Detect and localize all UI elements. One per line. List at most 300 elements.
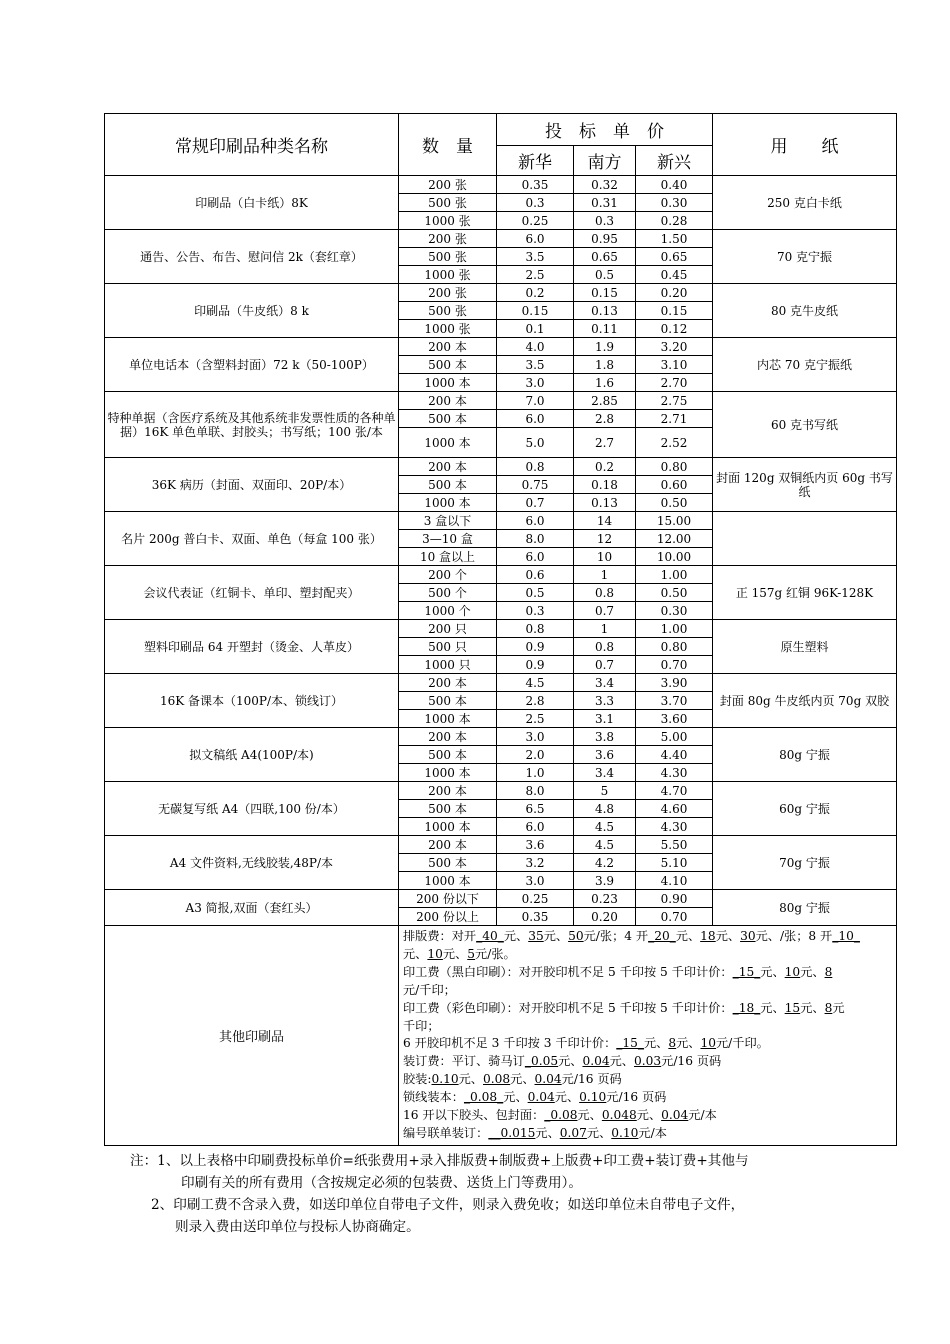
price-value: _0.08 xyxy=(544,1108,578,1123)
quantity-cell: 200 张 xyxy=(399,284,497,302)
pricing-text: 元、 xyxy=(636,1108,662,1123)
price-value: 8 xyxy=(668,1036,677,1051)
price-nanfang: 10 xyxy=(574,548,636,566)
price-nanfang: 3.4 xyxy=(574,674,636,692)
quantity-cell: 200 本 xyxy=(399,836,497,854)
price-nanfang: 0.7 xyxy=(574,602,636,620)
pricing-text: 元、 xyxy=(403,946,428,961)
table-row xyxy=(105,176,897,194)
quantity-cell: 3 盒以下 xyxy=(399,512,497,530)
price-xinxing: 3.20 xyxy=(636,338,713,356)
price-xinhua: 3.0 xyxy=(497,728,574,746)
price-xinhua: 3.2 xyxy=(497,854,574,872)
price-value: 5 xyxy=(467,946,476,961)
price-xinhua: 2.8 xyxy=(497,692,574,710)
other-items-name: 其他印刷品 xyxy=(105,926,399,1146)
price-xinxing: 5.00 xyxy=(636,728,713,746)
quantity-cell: 500 本 xyxy=(399,476,497,494)
price-nanfang: 4.5 xyxy=(574,818,636,836)
table-row xyxy=(105,458,897,476)
pricing-text: 元、 xyxy=(760,964,785,979)
price-value: 10 xyxy=(784,964,801,979)
price-xinxing: 12.00 xyxy=(636,530,713,548)
paper-spec: 60g 宁振 xyxy=(713,782,897,836)
price-xinxing: 10.00 xyxy=(636,548,713,566)
price-xinhua: 6.0 xyxy=(497,548,574,566)
price-nanfang: 3.8 xyxy=(574,728,636,746)
pricing-text: 元、 xyxy=(577,1108,602,1123)
price-xinxing: 0.60 xyxy=(636,476,713,494)
price-table xyxy=(104,113,897,1146)
price-xinhua: 0.35 xyxy=(497,176,574,194)
price-nanfang: 5 xyxy=(574,782,636,800)
note-1-line-1: 注：1、以上表格中印刷费投标单价=纸张费用+录入排版费+制版费+上版费+印工费+装订费+其他与 xyxy=(130,1152,749,1169)
pricing-text: 元、 xyxy=(558,1054,583,1069)
table-row xyxy=(105,392,897,410)
price-xinxing: 3.60 xyxy=(636,710,713,728)
price-value: 0.04 xyxy=(527,1090,555,1105)
quantity-cell: 200 本 xyxy=(399,392,497,410)
table-row xyxy=(105,284,897,302)
header-quantity: 数 量 xyxy=(399,114,497,176)
price-nanfang: 0.31 xyxy=(574,194,636,212)
table-row xyxy=(105,566,897,584)
price-nanfang: 12 xyxy=(574,530,636,548)
price-xinhua: 2.5 xyxy=(497,710,574,728)
header-vendor-nanfang: 南方 xyxy=(574,146,636,176)
price-xinxing: 5.10 xyxy=(636,854,713,872)
price-xinhua: 1.0 xyxy=(497,764,574,782)
quantity-cell: 1000 本 xyxy=(399,494,497,512)
price-xinhua: 0.8 xyxy=(497,458,574,476)
table-row xyxy=(105,674,897,692)
price-xinxing: 4.30 xyxy=(636,764,713,782)
price-nanfang: 14 xyxy=(574,512,636,530)
pricing-text: 16 开以下胶头、包封面： xyxy=(403,1108,545,1123)
item-name: 单位电话本（含塑料封面）72 k（50-100P） xyxy=(105,338,399,392)
quantity-cell: 200 本 xyxy=(399,728,497,746)
quantity-cell: 10 盒以上 xyxy=(399,548,497,566)
price-xinxing: 0.40 xyxy=(636,176,713,194)
table-row xyxy=(105,620,897,638)
item-name: A3 简报,双面（套红头） xyxy=(105,890,399,926)
header-bid-price: 投 标 单 价 xyxy=(497,114,713,146)
quantity-cell: 1000 本 xyxy=(399,374,497,392)
other-pricing-line xyxy=(403,1000,894,1018)
price-xinhua: 3.0 xyxy=(497,872,574,890)
pricing-text: 元、 xyxy=(535,1125,560,1140)
price-value: 8 xyxy=(824,1000,833,1015)
price-xinhua: 0.15 xyxy=(497,302,574,320)
price-xinhua: 8.0 xyxy=(497,530,574,548)
table-row xyxy=(105,338,897,356)
price-xinhua: 0.75 xyxy=(497,476,574,494)
price-xinhua: 6.0 xyxy=(497,512,574,530)
quantity-cell: 200 张 xyxy=(399,230,497,248)
price-value: 0.04 xyxy=(582,1054,610,1069)
table-row xyxy=(105,230,897,248)
paper-spec: 封面 80g 牛皮纸内页 70g 双胶 xyxy=(713,674,897,728)
notes xyxy=(130,1150,896,1238)
table-row xyxy=(105,782,897,800)
price-xinxing: 0.80 xyxy=(636,638,713,656)
header-vendor-xinhua: 新华 xyxy=(497,146,574,176)
pricing-text: 元/16 页码 xyxy=(661,1054,722,1069)
pricing-text: 元/本 xyxy=(638,1125,667,1140)
price-nanfang: 0.23 xyxy=(574,890,636,908)
quantity-cell: 200 本 xyxy=(399,782,497,800)
price-xinxing: 0.80 xyxy=(636,458,713,476)
price-value: 8 xyxy=(824,964,833,979)
price-xinxing: 0.50 xyxy=(636,584,713,602)
price-xinxing: 3.70 xyxy=(636,692,713,710)
price-value: 10 xyxy=(427,946,443,961)
item-name: 印刷品（牛皮纸）8 k xyxy=(105,284,399,338)
price-nanfang: 0.13 xyxy=(574,302,636,320)
price-xinhua: 0.25 xyxy=(497,212,574,230)
price-xinhua: 6.0 xyxy=(497,818,574,836)
price-xinhua: 6.0 xyxy=(497,410,574,428)
price-xinhua: 7.0 xyxy=(497,392,574,410)
other-pricing-line xyxy=(403,1018,894,1036)
price-value: 0.10 xyxy=(611,1125,639,1140)
price-xinxing: 1.50 xyxy=(636,230,713,248)
quantity-cell: 1000 张 xyxy=(399,320,497,338)
price-xinhua: 0.2 xyxy=(497,284,574,302)
price-xinhua: 6.0 xyxy=(497,230,574,248)
paper-spec: 原生塑料 xyxy=(713,620,897,674)
price-value: 10 xyxy=(700,1036,716,1051)
pricing-text: 元/千印。 xyxy=(716,1036,769,1051)
pricing-text: 印工费（彩色印刷）：对开胶印机不足 5 千印按 5 千印计价： xyxy=(403,1000,733,1015)
table-row xyxy=(105,512,897,530)
price-xinxing: 0.28 xyxy=(636,212,713,230)
quantity-cell: 200 只 xyxy=(399,620,497,638)
pricing-text: 元/16 页码 xyxy=(561,1072,622,1087)
quantity-cell: 500 个 xyxy=(399,584,497,602)
paper-spec: 内芯 70 克宁振纸 xyxy=(713,338,897,392)
pricing-text: 元、 xyxy=(609,1054,634,1069)
pricing-text: 元、 xyxy=(586,1125,612,1140)
price-value: 18 xyxy=(700,929,716,943)
price-nanfang: 0.20 xyxy=(574,908,636,926)
price-xinhua: 0.3 xyxy=(497,194,574,212)
price-nanfang: 0.15 xyxy=(574,284,636,302)
quantity-cell: 500 本 xyxy=(399,854,497,872)
pricing-text: 千印； xyxy=(403,1018,440,1033)
price-nanfang: 0.13 xyxy=(574,494,636,512)
price-nanfang: 4.5 xyxy=(574,836,636,854)
item-name: 16K 备课本（100P/本、锁线订） xyxy=(105,674,399,728)
paper-spec: 60 克书写纸 xyxy=(713,392,897,458)
price-xinxing: 0.70 xyxy=(636,656,713,674)
pricing-text: 元、 xyxy=(442,946,468,961)
quantity-cell: 500 本 xyxy=(399,746,497,764)
header-vendor-xinxing: 新兴 xyxy=(636,146,713,176)
pricing-text: 元/千印； xyxy=(403,982,456,997)
price-nanfang: 1.8 xyxy=(574,356,636,374)
price-nanfang: 0.3 xyxy=(574,212,636,230)
price-value: _20_ xyxy=(648,929,676,943)
price-value: _0.08_ xyxy=(463,1090,504,1105)
price-nanfang: 1 xyxy=(574,566,636,584)
price-nanfang: 4.2 xyxy=(574,854,636,872)
pricing-text: 元、 xyxy=(676,1036,701,1051)
item-name: 特种单据（含医疗系统及其他系统非发票性质的各种单据）16K 单色单联、封胶头；书写纸；100 张/本 xyxy=(105,392,399,458)
other-pricing-line xyxy=(403,1053,894,1071)
quantity-cell: 500 本 xyxy=(399,692,497,710)
pricing-text: 元、 xyxy=(503,1090,528,1105)
price-xinhua: 8.0 xyxy=(497,782,574,800)
price-sheet xyxy=(104,113,896,1238)
quantity-cell: 1000 个 xyxy=(399,602,497,620)
price-xinhua: 4.0 xyxy=(497,338,574,356)
quantity-cell: 1000 本 xyxy=(399,764,497,782)
other-pricing-line xyxy=(403,1089,894,1107)
other-pricing-line xyxy=(403,1125,894,1143)
price-value: _18_ xyxy=(732,1000,761,1015)
price-nanfang: 2.85 xyxy=(574,392,636,410)
price-xinhua: 0.35 xyxy=(497,908,574,926)
quantity-cell: 1000 本 xyxy=(399,710,497,728)
quantity-cell: 1000 本 xyxy=(399,872,497,890)
quantity-cell: 200 份以下 xyxy=(399,890,497,908)
price-xinhua: 0.3 xyxy=(497,602,574,620)
pricing-text: 胶装: xyxy=(403,1072,432,1087)
paper-spec: 封面 120g 双铜纸内页 60g 书写纸 xyxy=(713,458,897,512)
price-value: 35 xyxy=(528,929,544,943)
price-xinhua: 3.5 xyxy=(497,356,574,374)
pricing-text: 元、 xyxy=(800,1000,825,1015)
price-value: _15_ xyxy=(616,1036,644,1051)
pricing-text: 元、/张；8 开 xyxy=(755,929,833,943)
pricing-text: 元/本 xyxy=(688,1108,717,1123)
pricing-text: 排版费：对开 xyxy=(403,929,477,943)
quantity-cell: 3—10 盒 xyxy=(399,530,497,548)
price-value: __0.015 xyxy=(488,1125,536,1140)
note-2-line-1: 2、印刷工费不含录入费，如送印单位自带电子文件，则录入费免收；如送印单位未自带电子文件， xyxy=(151,1196,745,1213)
price-xinxing: 4.40 xyxy=(636,746,713,764)
pricing-text: 元、 xyxy=(715,929,741,943)
pricing-text: 元、 xyxy=(675,929,701,943)
price-nanfang: 3.1 xyxy=(574,710,636,728)
price-xinhua: 4.5 xyxy=(497,674,574,692)
quantity-cell: 200 张 xyxy=(399,176,497,194)
price-xinxing: 0.20 xyxy=(636,284,713,302)
price-xinxing: 4.60 xyxy=(636,800,713,818)
pricing-text: 编号联单装订： xyxy=(403,1125,489,1140)
price-value: 0.08 xyxy=(483,1072,511,1087)
paper-spec: 80g 宁振 xyxy=(713,890,897,926)
price-xinxing: 1.00 xyxy=(636,620,713,638)
table-row xyxy=(105,890,897,908)
price-xinxing: 0.50 xyxy=(636,494,713,512)
pricing-text: 元、 xyxy=(458,1072,483,1087)
item-name: 拟文稿纸 A4(100P/本) xyxy=(105,728,399,782)
price-nanfang: 3.3 xyxy=(574,692,636,710)
price-value: _40_ xyxy=(476,929,504,943)
price-nanfang: 0.18 xyxy=(574,476,636,494)
pricing-text: 元、 xyxy=(510,1072,535,1087)
other-items-row xyxy=(105,926,897,1146)
quantity-cell: 500 张 xyxy=(399,302,497,320)
price-xinxing: 2.52 xyxy=(636,428,713,458)
price-xinxing: 0.45 xyxy=(636,266,713,284)
price-nanfang: 1 xyxy=(574,620,636,638)
paper-spec xyxy=(713,512,897,566)
header-paper: 用 纸 xyxy=(713,114,897,176)
pricing-text: 元 xyxy=(832,1000,845,1015)
price-nanfang: 0.2 xyxy=(574,458,636,476)
price-nanfang: 3.6 xyxy=(574,746,636,764)
price-value: 0.10 xyxy=(431,1072,459,1087)
price-value: _0.05 xyxy=(524,1054,559,1069)
table-row xyxy=(105,728,897,746)
other-pricing-line xyxy=(403,964,894,982)
price-xinhua: 3.5 xyxy=(497,248,574,266)
price-xinxing: 4.70 xyxy=(636,782,713,800)
price-xinhua: 3.6 xyxy=(497,836,574,854)
price-xinhua: 0.9 xyxy=(497,656,574,674)
pricing-text: 6 开胶印机不足 3 千印按 3 千印计价： xyxy=(403,1036,617,1051)
pricing-text: 元、 xyxy=(760,1000,785,1015)
price-value: 0.07 xyxy=(559,1125,587,1140)
item-name: 名片 200g 普白卡、双面、单色（每盒 100 张） xyxy=(105,512,399,566)
price-xinxing: 4.30 xyxy=(636,818,713,836)
paper-spec: 70 克宁振 xyxy=(713,230,897,284)
price-xinxing: 3.90 xyxy=(636,674,713,692)
price-value: _15_ xyxy=(732,964,761,979)
quantity-cell: 1000 只 xyxy=(399,656,497,674)
paper-spec: 80g 宁振 xyxy=(713,728,897,782)
pricing-text: 元、 xyxy=(543,929,569,943)
item-name: 36K 病历（封面、双面印、20P/本） xyxy=(105,458,399,512)
price-xinxing: 2.71 xyxy=(636,410,713,428)
quantity-cell: 500 张 xyxy=(399,248,497,266)
price-nanfang: 0.8 xyxy=(574,638,636,656)
price-nanfang: 0.5 xyxy=(574,266,636,284)
other-items-pricing xyxy=(399,926,897,1146)
quantity-cell: 500 本 xyxy=(399,356,497,374)
price-xinhua: 3.0 xyxy=(497,374,574,392)
quantity-cell: 1000 张 xyxy=(399,212,497,230)
pricing-text: 印工费（黑白印刷）：对开胶印机不足 5 千印按 5 千印计价： xyxy=(403,964,733,979)
quantity-cell: 1000 本 xyxy=(399,818,497,836)
other-pricing-line xyxy=(403,1107,894,1125)
quantity-cell: 200 本 xyxy=(399,338,497,356)
item-name: 印刷品（白卡纸）8K xyxy=(105,176,399,230)
price-xinhua: 0.5 xyxy=(497,584,574,602)
price-xinhua: 0.25 xyxy=(497,890,574,908)
price-nanfang: 3.9 xyxy=(574,872,636,890)
item-name: 会议代表证（红铜卡、单印、塑封配夹） xyxy=(105,566,399,620)
price-value: 50 xyxy=(568,929,584,943)
price-nanfang: 0.11 xyxy=(574,320,636,338)
quantity-cell: 500 只 xyxy=(399,638,497,656)
price-value: 15 xyxy=(784,1000,801,1015)
item-name: 通告、公告、布告、慰问信 2k（套红章） xyxy=(105,230,399,284)
quantity-cell: 500 本 xyxy=(399,800,497,818)
price-nanfang: 0.95 xyxy=(574,230,636,248)
price-nanfang: 0.8 xyxy=(574,584,636,602)
price-xinxing: 0.70 xyxy=(636,908,713,926)
price-nanfang: 1.9 xyxy=(574,338,636,356)
pricing-text: 锁线装本： xyxy=(403,1090,464,1105)
price-xinxing: 15.00 xyxy=(636,512,713,530)
quantity-cell: 200 个 xyxy=(399,566,497,584)
pricing-text: 元、 xyxy=(554,1090,580,1105)
paper-spec: 正 157g 红铜 96K-128K xyxy=(713,566,897,620)
price-xinxing: 2.75 xyxy=(636,392,713,410)
other-pricing-line xyxy=(403,946,894,964)
price-value: 0.04 xyxy=(661,1108,689,1123)
note-1-line-2: 印刷有关的所有费用（含按规定必须的包装费、送货上门等费用）。 xyxy=(181,1174,583,1191)
price-xinxing: 0.30 xyxy=(636,194,713,212)
price-xinhua: 6.5 xyxy=(497,800,574,818)
item-name: 塑料印刷品 64 开塑封（烫金、人革皮） xyxy=(105,620,399,674)
price-xinhua: 2.0 xyxy=(497,746,574,764)
price-value: _10_ xyxy=(832,929,860,943)
pricing-text: 元/张；4 开 xyxy=(583,929,649,943)
price-value: 30 xyxy=(740,929,756,943)
price-xinxing: 0.15 xyxy=(636,302,713,320)
price-nanfang: 2.7 xyxy=(574,428,636,458)
price-xinxing: 1.00 xyxy=(636,566,713,584)
price-nanfang: 0.65 xyxy=(574,248,636,266)
price-xinhua: 2.5 xyxy=(497,266,574,284)
note-2-line-2: 则录入费由送印单位与投标人协商确定。 xyxy=(175,1218,420,1235)
quantity-cell: 1000 张 xyxy=(399,266,497,284)
price-nanfang: 0.7 xyxy=(574,656,636,674)
item-name: 无碳复写纸 A4（四联,100 份/本） xyxy=(105,782,399,836)
quantity-cell: 500 张 xyxy=(399,194,497,212)
quantity-cell: 1000 本 xyxy=(399,428,497,458)
price-xinhua: 0.6 xyxy=(497,566,574,584)
price-nanfang: 4.8 xyxy=(574,800,636,818)
price-xinhua: 5.0 xyxy=(497,428,574,458)
price-nanfang: 1.6 xyxy=(574,374,636,392)
other-pricing-line xyxy=(403,1071,894,1089)
table-body xyxy=(105,176,897,1146)
quantity-cell: 200 本 xyxy=(399,674,497,692)
price-nanfang: 0.32 xyxy=(574,176,636,194)
quantity-cell: 200 份以上 xyxy=(399,908,497,926)
price-xinxing: 0.90 xyxy=(636,890,713,908)
price-value: 0.10 xyxy=(579,1090,607,1105)
pricing-text: 元、 xyxy=(503,929,529,943)
price-xinhua: 0.8 xyxy=(497,620,574,638)
paper-spec: 70g 宁振 xyxy=(713,836,897,890)
header-item-name: 常规印刷品种类名称 xyxy=(105,114,399,176)
price-xinxing: 4.10 xyxy=(636,872,713,890)
pricing-text: 装订费：平订、骑马订 xyxy=(403,1054,525,1069)
other-pricing-line xyxy=(403,928,894,946)
price-value: 0.03 xyxy=(634,1054,662,1069)
pricing-text: 元/张。 xyxy=(475,946,516,961)
quantity-cell: 500 本 xyxy=(399,410,497,428)
pricing-text: 元、 xyxy=(800,964,825,979)
paper-spec: 250 克白卡纸 xyxy=(713,176,897,230)
item-name: A4 文件资料,无线胶装,48P/本 xyxy=(105,836,399,890)
table-row xyxy=(105,836,897,854)
price-xinxing: 3.10 xyxy=(636,356,713,374)
price-xinhua: 0.1 xyxy=(497,320,574,338)
price-xinxing: 5.50 xyxy=(636,836,713,854)
price-value: 0.048 xyxy=(601,1108,637,1123)
price-xinxing: 0.30 xyxy=(636,602,713,620)
other-pricing-line xyxy=(403,982,894,1000)
price-nanfang: 2.8 xyxy=(574,410,636,428)
